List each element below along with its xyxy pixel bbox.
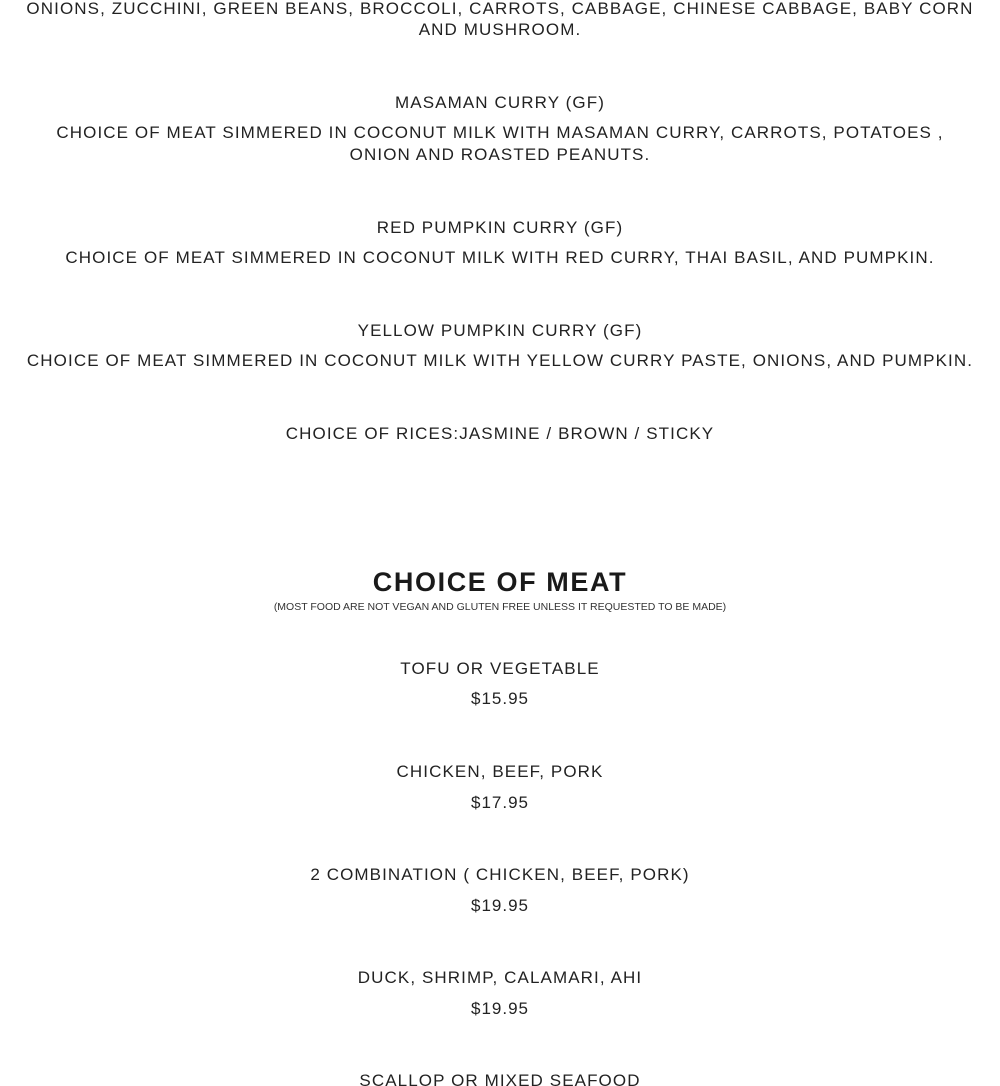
meat-option-price: $19.95 [471,896,529,915]
menu-item-name-masaman: MASAMAN CURRY (GF) [395,93,605,112]
meat-option-name: 2 COMBINATION ( CHICKEN, BEEF, PORK) [310,865,690,884]
menu-item-name-red-pumpkin: RED PUMPKIN CURRY (GF) [376,218,624,237]
menu-item-name-yellow-pumpkin: YELLOW PUMPKIN CURRY (GF) [357,321,643,340]
meat-option-name: SCALLOP OR MIXED SEAFOOD [359,1071,641,1086]
previous-item-description: ONIONS, ZUCCHINI, GREEN BEANS, BROCCOLI, CARROTS, CABBAGE, CHINESE CABBAGE, BABY CORN AND MUSHROOM. [26,0,974,39]
menu-item-description-yellow-pumpkin: CHOICE OF MEAT SIMMERED IN COCONUT MILK WITH YELLOW CURRY PASTE, ONIONS, AND PUMPKIN. [26,351,974,370]
meat-option-name: CHICKEN, BEEF, PORK [396,762,604,781]
section-note-vegan-gluten: (MOST FOOD ARE NOT VEGAN AND GLUTEN FREE UNLESS IT REQUESTED TO BE MADE) [273,601,727,613]
menu-item-description-red-pumpkin: CHOICE OF MEAT SIMMERED IN COCONUT MILK WITH RED CURRY, THAI BASIL, AND PUMPKIN. [65,248,935,267]
meat-option-name: DUCK, SHRIMP, CALAMARI, AHI [357,968,643,987]
meat-option-name: TOFU OR VEGETABLE [400,659,600,678]
meat-option-price: $15.95 [471,689,529,708]
section-title-choice-of-meat: CHOICE OF MEAT [372,567,628,597]
menu-item-description-masaman: CHOICE OF MEAT SIMMERED IN COCONUT MILK WITH MASAMAN CURRY, CARROTS, POTATOES , ONION AND ROASTED PEANUTS. [56,123,944,164]
rice-choice-note: CHOICE OF RICES:JASMINE / BROWN / STICKY [285,424,715,443]
meat-option-price: $17.95 [471,793,529,812]
meat-option-price: $19.95 [471,999,529,1018]
